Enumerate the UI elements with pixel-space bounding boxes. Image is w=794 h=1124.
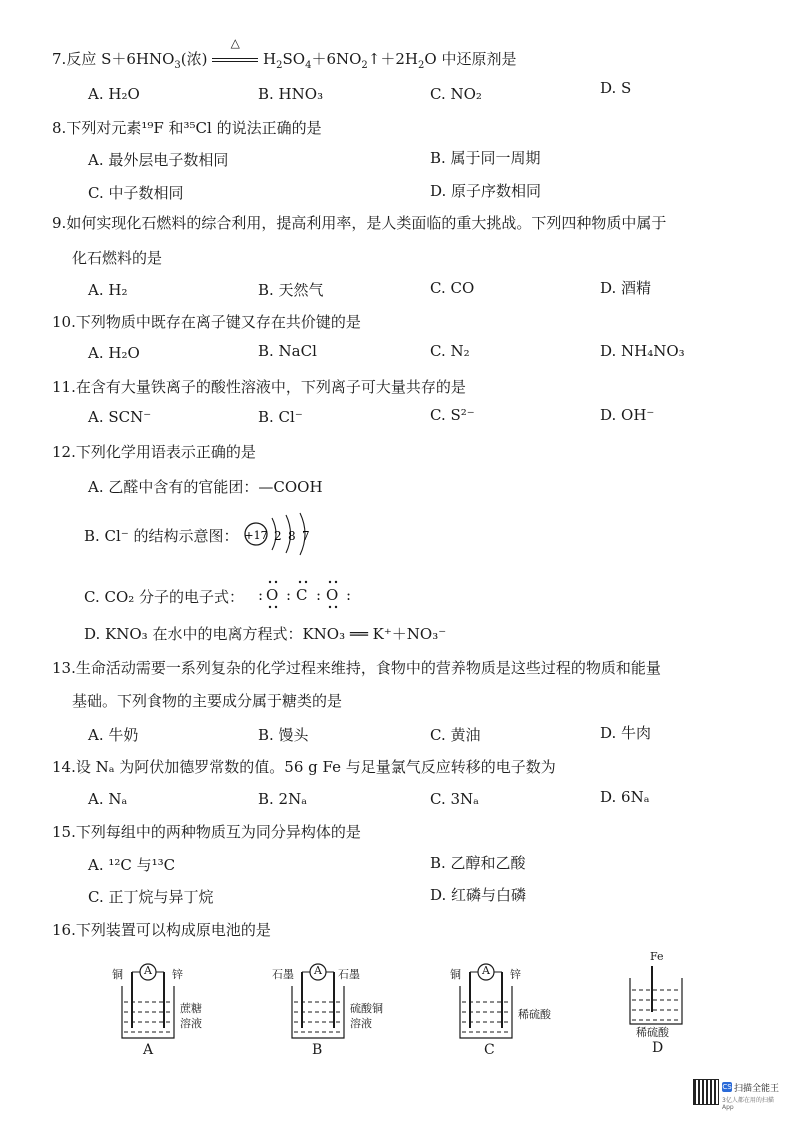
- solution-label: 稀硫酸: [636, 1026, 669, 1039]
- q11-option-a[interactable]: A. SCN⁻: [88, 408, 152, 426]
- svg-text::: :: [286, 586, 292, 604]
- q15-stem: 15.下列每组中的两种物质互为同分异构体的是: [52, 823, 361, 841]
- svg-text:O: O: [326, 586, 339, 604]
- left-electrode: 石墨: [272, 968, 294, 981]
- q16-stem: 16.下列装置可以构成原电池的是: [52, 921, 271, 939]
- right-electrode: 锌: [172, 968, 183, 981]
- svg-text::: :: [316, 586, 322, 604]
- caption-c: C: [484, 1042, 495, 1058]
- svg-text::: :: [346, 586, 352, 604]
- nucleus-charge: +17: [244, 529, 268, 542]
- q8-option-c[interactable]: C. 中子数相同: [88, 184, 184, 202]
- q7-stem: 7.反应 $S+6HNO_3$(浓) △ $H_2SO_4+6NO_2↑+2H_2O$ 中还原剂是: [52, 36, 517, 71]
- q11-stem: 11.在含有大量铁离子的酸性溶液中，下列离子可大量共存的是: [52, 378, 466, 396]
- q15-option-b[interactable]: B. 乙醇和乙酸: [430, 854, 526, 872]
- q15-option-a[interactable]: A. ¹²C 与¹³C: [88, 856, 176, 874]
- solution-line2: 溶液: [350, 1017, 372, 1030]
- apparatus-d[interactable]: [622, 946, 702, 1060]
- shell-2: 8: [288, 529, 296, 543]
- q14-stem: 14.设 Nₐ 为阿伏加德罗常数的值。56 g Fe 与足量氯气反应转移的电子数为: [52, 758, 556, 776]
- q10-option-b[interactable]: B. NaCl: [258, 342, 317, 360]
- q8-option-a[interactable]: A. 最外层电子数相同: [88, 151, 229, 169]
- q9-stem: 9.如何实现化石燃料的综合利用，提高利用率，是人类面临的重大挑战。下列四种物质中属于: [52, 214, 667, 232]
- q10-option-d[interactable]: D. NH₄NO₃: [600, 342, 685, 360]
- q11-option-b[interactable]: B. Cl⁻: [258, 408, 303, 426]
- ammeter-label: A: [314, 964, 322, 977]
- shell-1: 2: [274, 529, 282, 543]
- q13-option-c[interactable]: C. 黄油: [430, 726, 481, 744]
- q14-option-d[interactable]: D. 6Nₐ: [600, 788, 650, 806]
- scanner-watermark: [694, 1080, 782, 1111]
- cl-ion-structure-diagram: [244, 510, 316, 556]
- svg-text:C: C: [296, 586, 308, 604]
- svg-text:O: O: [266, 586, 279, 604]
- q12-option-b[interactable]: B. Cl⁻ 的结构示意图：: [84, 527, 239, 545]
- q11-option-d[interactable]: D. OH⁻: [600, 406, 655, 424]
- q7-option-a[interactable]: A. H₂O: [88, 85, 140, 103]
- q9-option-d[interactable]: D. 酒精: [600, 279, 652, 297]
- q15-option-c[interactable]: C. 正丁烷与异丁烷: [88, 888, 214, 906]
- left-electrode: 铜: [450, 968, 461, 981]
- solution-line1: 稀硫酸: [518, 1008, 551, 1021]
- apparatus-c[interactable]: [448, 960, 568, 1060]
- q15-option-d[interactable]: D. 红磷与白磷: [430, 886, 527, 904]
- q14-option-a[interactable]: A. Nₐ: [88, 790, 128, 808]
- q11-option-c[interactable]: C. S²⁻: [430, 406, 475, 424]
- q13-option-a[interactable]: A. 牛奶: [88, 726, 139, 744]
- q12-option-a[interactable]: A. 乙醛中含有的官能团：—COOH: [88, 478, 323, 496]
- apparatus-b[interactable]: [272, 960, 392, 1060]
- q14-option-b[interactable]: B. 2Nₐ: [258, 790, 308, 808]
- q9-option-a[interactable]: A. H₂: [88, 281, 128, 299]
- q8-stem: 8.下列对元素¹⁹F 和³⁵Cl 的说法正确的是: [52, 119, 322, 137]
- cs-logo-icon: CS: [722, 1083, 732, 1091]
- q7-option-b[interactable]: B. HNO₃: [258, 85, 324, 103]
- q13-stem: 13.生命活动需要一系列复杂的化学过程来维持，食物中的营养物质是这些过程的物质和能量: [52, 659, 661, 677]
- q13-option-b[interactable]: B. 馒头: [258, 726, 309, 744]
- watermark-subtext: 3亿人都在用的扫描App: [722, 1097, 774, 1111]
- caption-a: A: [143, 1042, 154, 1058]
- right-electrode: 石墨: [338, 968, 360, 981]
- right-electrode: 锌: [510, 968, 521, 981]
- shell-3: 7: [302, 529, 310, 543]
- q12-stem: 12.下列化学用语表示正确的是: [52, 443, 256, 461]
- q9-option-c[interactable]: C. CO: [430, 279, 475, 297]
- qr-code-icon: [694, 1080, 718, 1104]
- q10-stem: 10.下列物质中既存在离子键又存在共价键的是: [52, 313, 361, 331]
- q7-option-c[interactable]: C. NO₂: [430, 85, 482, 103]
- q9-option-b[interactable]: B. 天然气: [258, 281, 324, 299]
- ammeter-label: A: [482, 964, 490, 977]
- q14-option-c[interactable]: C. 3Nₐ: [430, 790, 479, 808]
- svg-text::: :: [258, 586, 264, 604]
- q8-option-d[interactable]: D. 原子序数相同: [430, 182, 542, 200]
- q7-option-d[interactable]: D. S: [600, 79, 632, 97]
- caption-d: D: [652, 1040, 664, 1056]
- q12-option-c[interactable]: C. CO₂ 分子的电子式：: [84, 588, 245, 606]
- q12-option-d[interactable]: D. KNO₃ 在水中的电离方程式：KNO₃ ══ K⁺＋NO₃⁻: [84, 625, 447, 643]
- solution-line1: 硫酸铜: [350, 1002, 383, 1015]
- apparatus-a[interactable]: [110, 960, 220, 1060]
- q10-option-a[interactable]: A. H₂O: [88, 344, 140, 362]
- solution-line2: 溶液: [180, 1017, 202, 1030]
- fe-electrode-label: Fe: [650, 950, 664, 963]
- q9-stem-cont: 化石燃料的是: [72, 249, 163, 267]
- q10-option-c[interactable]: C. N₂: [430, 342, 470, 360]
- q13-option-d[interactable]: D. 牛肉: [600, 724, 652, 742]
- left-electrode: 铜: [112, 968, 123, 981]
- caption-b: B: [312, 1042, 323, 1058]
- q13-stem-cont: 基础。下列食物的主要成分属于糖类的是: [72, 692, 343, 710]
- co2-electron-formula: [252, 576, 362, 612]
- q8-option-b[interactable]: B. 属于同一周期: [430, 149, 541, 167]
- ammeter-label: A: [144, 964, 152, 977]
- watermark-text: 扫描全能王: [734, 1084, 780, 1094]
- solution-line1: 蔗糖: [180, 1002, 202, 1015]
